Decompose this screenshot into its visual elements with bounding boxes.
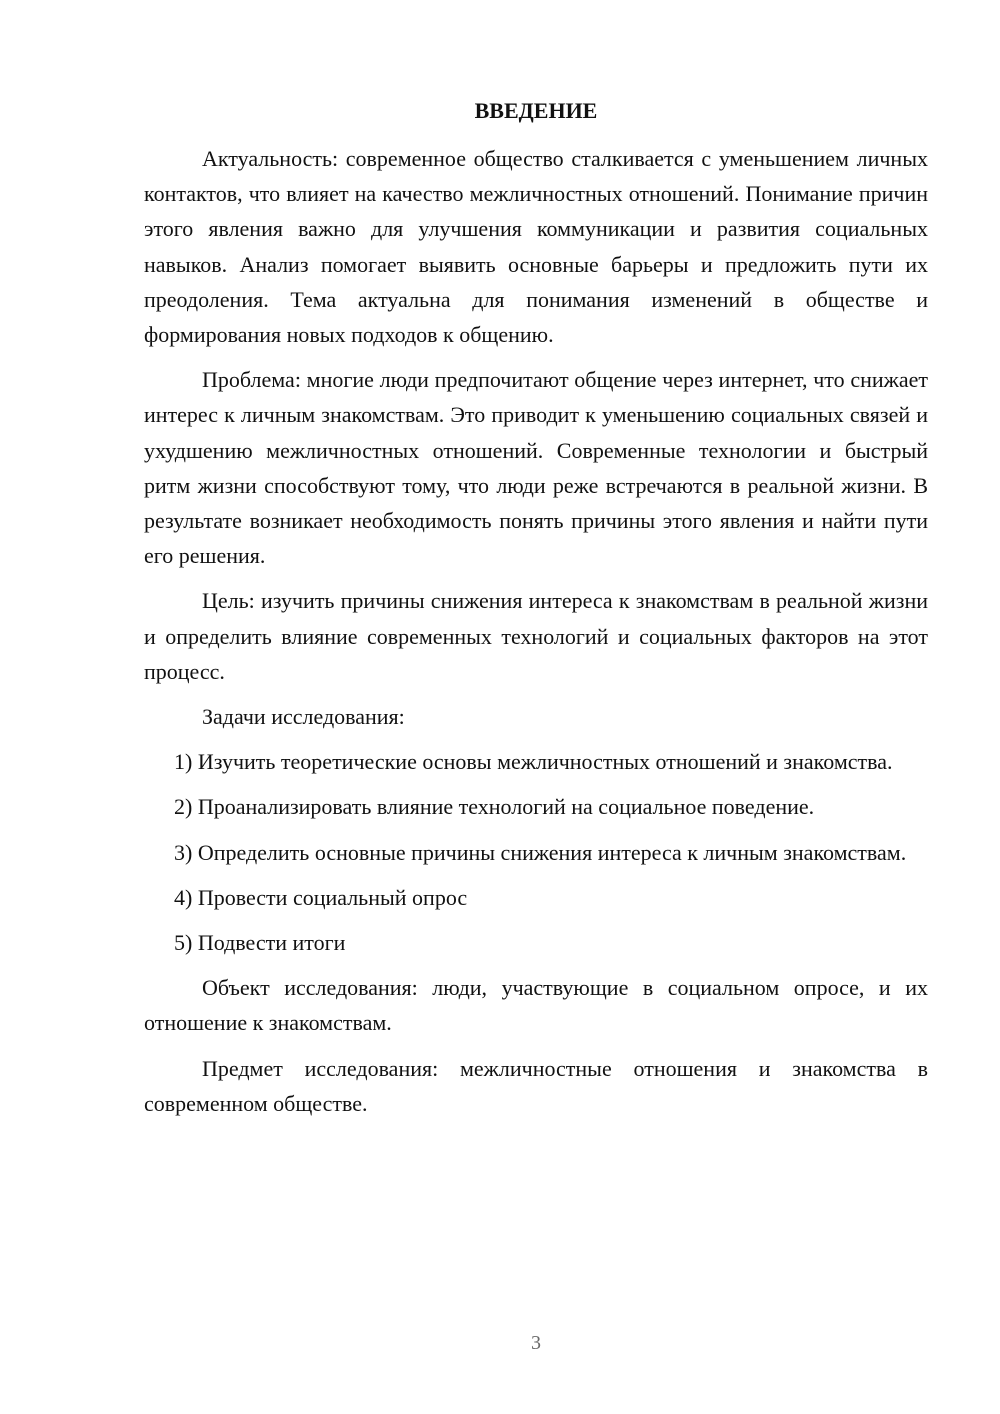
task-item-4: 4) Провести социальный опрос (174, 884, 468, 910)
task-item-3: 3) Определить основные причины снижения интереса к личным знакомствам. (174, 839, 907, 865)
tasks-heading: Задачи исследования: (202, 704, 405, 730)
subject-paragraph: Предмет исследования: межличностные отношения и знакомства в современном обществе. (144, 1055, 928, 1116)
task-item-5: 5) Подвести итоги (174, 930, 346, 956)
task-item-1: 1) Изучить теоретические основы межличностных отношений и знакомства. (174, 749, 893, 775)
page-content (144, 93, 928, 1131)
goal-paragraph: Цель: изучить причины снижения интереса к знакомствам в реальной жизни и определить влияние современных технологий и социальных факторов на этот процесс. (144, 588, 928, 684)
task-item-2: 2) Проанализировать влияние технологий на социальное поведение. (174, 794, 815, 820)
section-title: ВВЕДЕНИЕ (474, 98, 598, 123)
object-paragraph: Объект исследования: люди, участвующие в социальном опросе, и их отношение к знакомствам. (144, 975, 928, 1036)
page-number: 3 (531, 1332, 541, 1354)
relevance-paragraph: Актуальность: современное общество сталкивается с уменьшением личных контактов, что влияет на качество межличностных отношений. Понимание причин этого явления важно для улучшения коммуникации и развития социальных навыков. Анализ помогает выявить основные барьеры и предложить пути их преодоления. Тема актуальна для понимания изменений в обществе и формирования новых подходов к общению. (144, 146, 928, 348)
problem-paragraph: Проблема: многие люди предпочитают общение через интернет, что снижает интерес к личным знакомствам. Это приводит к уменьшению социальных связей и ухудшению межличностных отношений. Современные технологии и быстрый ритм жизни способствуют тому, что люди реже встречаются в реальной жизни. В результате возникает необходимость понять причины этого явления и найти пути его решения. (144, 367, 928, 569)
